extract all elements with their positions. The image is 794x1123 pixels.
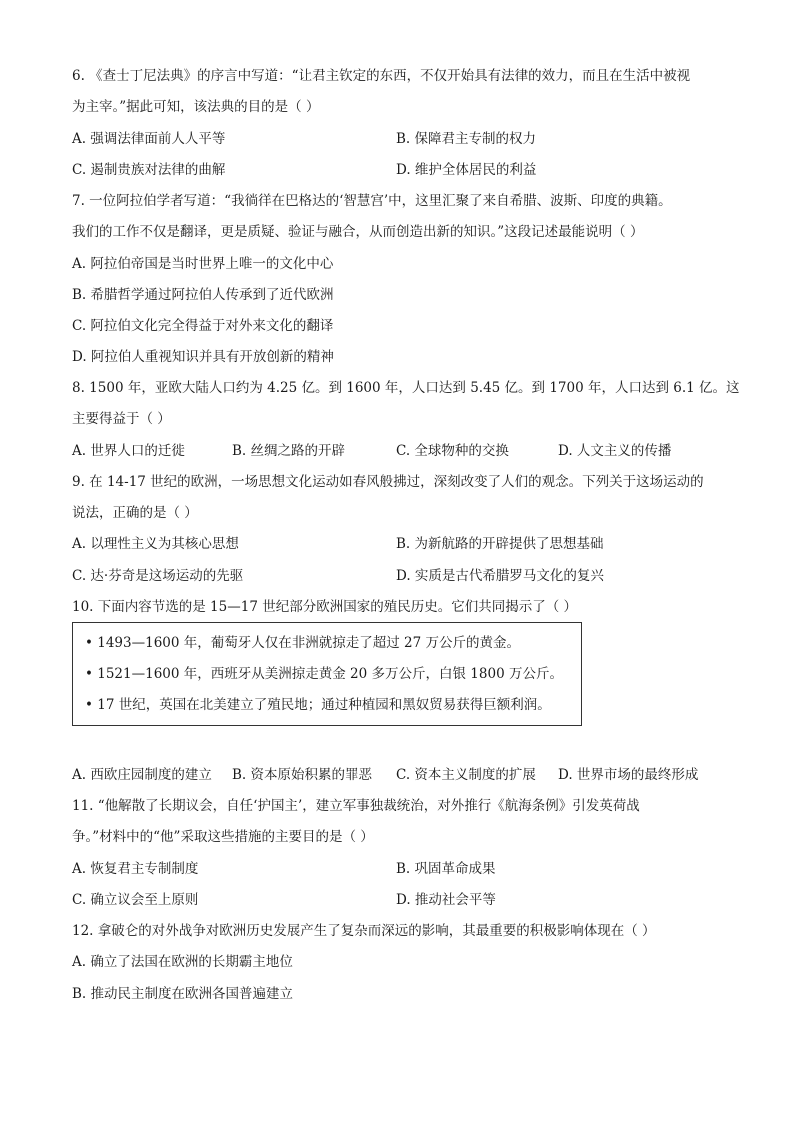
q6-option-d: D. 维护全体居民的利益 <box>396 162 537 178</box>
q10-material-item: • 17 世纪，英国在北美建立了殖民地；通过种植园和黑奴贸易获得巨额利润。 <box>85 697 551 713</box>
q7-stem-line2: 我们的工作不仅是翻译，更是质疑、验证与融合，从而创造出新的知识。”这段记述最能说明（ ） <box>72 224 644 240</box>
q7-stem-line1: 7. 一位阿拉伯学者写道：“我徜徉在巴格达的‘智慧宫’中，这里汇聚了来自希腊、波斯、印度的典籍。 <box>72 193 672 209</box>
q9-option-a: A. 以理性主义为其核心思想 <box>72 536 239 552</box>
q10-option-d: D. 世界市场的最终形成 <box>558 767 699 783</box>
q9-stem-line2: 说法，正确的是（ ） <box>72 505 198 521</box>
q9-option-c: C. 达·芬奇是这场运动的先驱 <box>72 568 244 584</box>
q10-material-item: • 1521—1600 年，西班牙从美洲掠走黄金 20 多万公斤，白银 1800 万公斤。 <box>85 666 563 682</box>
q6-option-c: C. 遏制贵族对法律的曲解 <box>72 162 226 178</box>
q9-option-d: D. 实质是古代希腊罗马文化的复兴 <box>396 568 604 584</box>
q8-option-a: A. 世界人口的迁徙 <box>72 443 185 459</box>
q10-stem-line1: 10. 下面内容节选的是 15—17 世纪部分欧洲国家的殖民历史。它们共同揭示了（ ） <box>72 599 577 615</box>
q11-option-c: C. 确立议会至上原则 <box>72 892 199 908</box>
q8-stem-line2: 主要得益于（ ） <box>72 411 171 427</box>
q10-option-a: A. 西欧庄园制度的建立 <box>72 767 212 783</box>
q6-option-b: B. 保障君主专制的权力 <box>396 131 537 147</box>
q11-option-a: A. 恢复君主专制制度 <box>72 861 199 877</box>
q6-stem-line2: 为主宰。”据此可知，该法典的目的是（ ） <box>72 99 320 115</box>
q11-option-b: B. 巩固革命成果 <box>396 861 496 877</box>
q12-stem-line1: 12. 拿破仑的对外战争对欧洲历史发展产生了复杂而深远的影响，其最重要的积极影响体现在（ ） <box>72 923 656 939</box>
q10-material-item: • 1493—1600 年，葡萄牙人仅在非洲就掠走了超过 27 万公斤的黄金。 <box>85 635 521 651</box>
q7-option-a: A. 阿拉伯帝国是当时世界上唯一的文化中心 <box>72 256 334 272</box>
q11-stem-line2: 争。”材料中的“他”采取这些措施的主要目的是（ ） <box>72 829 374 845</box>
q9-option-b: B. 为新航路的开辟提供了思想基础 <box>396 536 604 552</box>
q7-option-c: C. 阿拉伯文化完全得益于对外来文化的翻译 <box>72 318 334 334</box>
exam-page <box>72 0 740 1123</box>
q8-option-c: C. 全球物种的交换 <box>396 443 509 459</box>
q10-option-c: C. 资本主义制度的扩展 <box>396 767 536 783</box>
q7-option-b: B. 希腊哲学通过阿拉伯人传承到了近代欧洲 <box>72 287 334 303</box>
q7-option-d: D. 阿拉伯人重视知识并具有开放创新的精神 <box>72 349 334 365</box>
q10-option-b: B. 资本原始积累的罪恶 <box>232 767 373 783</box>
q12-option-b: B. 推动民主制度在欧洲各国普遍建立 <box>72 986 294 1002</box>
q8-option-b: B. 丝绸之路的开辟 <box>232 443 346 459</box>
q8-stem-line1: 8. 1500 年，亚欧大陆人口约为 4.25 亿。到 1600 年，人口达到 5.45 亿。到 1700 年，人口达到 6.1 亿。这 <box>72 380 740 396</box>
q12-option-a: A. 确立了法国在欧洲的长期霸主地位 <box>72 954 293 970</box>
q6-option-a: A. 强调法律面前人人平等 <box>72 131 226 147</box>
q11-option-d: D. 推动社会平等 <box>396 892 496 908</box>
q9-stem-line1: 9. 在 14-17 世纪的欧洲，一场思想文化运动如春风般拂过，深刻改变了人们的观念。下列关于这场运动的 <box>72 474 704 490</box>
q6-stem-line1: 6. 《查士丁尼法典》的序言中写道：“让君主钦定的东西，不仅开始具有法律的效力，而且在生活中被视 <box>72 68 691 84</box>
q10-material-box <box>72 622 582 726</box>
q8-option-d: D. 人文主义的传播 <box>558 443 672 459</box>
q11-stem-line1: 11. “他解散了长期议会，自任‘护国主’，建立军事独裁统治，对外推行《航海条例》引发英荷战 <box>72 798 640 814</box>
